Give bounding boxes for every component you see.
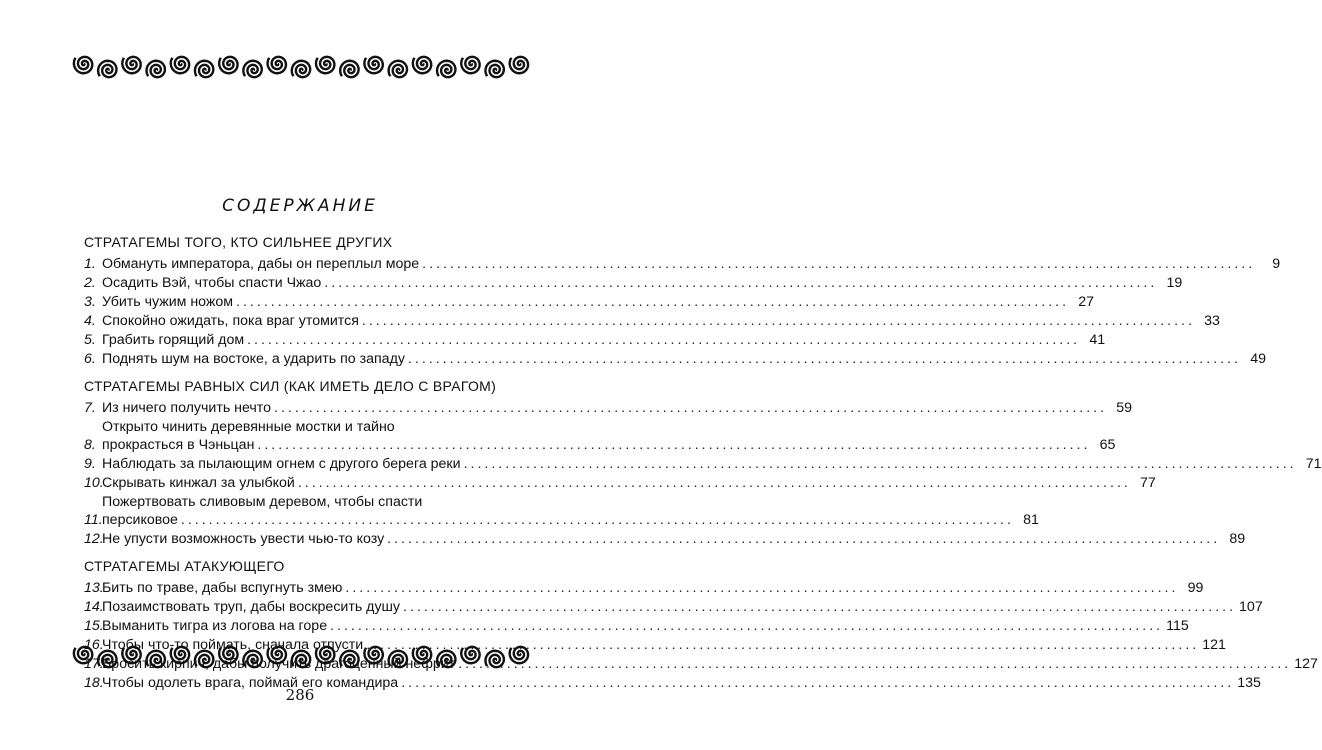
toc-entry[interactable] bbox=[84, 530, 1246, 548]
dot-leader: ........................................................................................................................ bbox=[463, 456, 1297, 472]
dot-leader: ........................................................................................................................ bbox=[458, 656, 1292, 672]
dot-leader: ........................................................................................................................ bbox=[361, 313, 1195, 329]
entry-title-line: Из ничего получить нечто bbox=[102, 400, 272, 416]
dot-leader: ........................................................................................................................ bbox=[422, 256, 1256, 272]
spiral-ornament bbox=[364, 647, 382, 663]
dot-leader: ........................................................................................................................ bbox=[236, 294, 1070, 310]
entry-title-line: Открыто чинить деревянные мостки и тайно bbox=[102, 419, 395, 435]
entry-title-line: прокрасться в Чэньцан bbox=[102, 437, 255, 453]
entry-number: 5. bbox=[84, 332, 96, 348]
entry-number: 4. bbox=[84, 313, 96, 329]
top-spiral-border bbox=[72, 48, 532, 86]
spiral-ornament bbox=[485, 61, 503, 77]
dot-leader: ........................................................................................................................ bbox=[401, 675, 1235, 691]
spiral-ornament bbox=[171, 647, 189, 663]
toc-entry[interactable] bbox=[84, 255, 1281, 273]
dot-leader: ........................................................................................................................ bbox=[345, 580, 1179, 596]
entry-number: 13. bbox=[84, 580, 104, 596]
entry-page-number: 115 bbox=[1166, 618, 1189, 634]
entry-number: 7. bbox=[84, 400, 96, 416]
section-heading: СТРАТАГЕМЫ ТОГО, КТО СИЛЬНЕЕ ДРУГИХ bbox=[84, 234, 393, 250]
spiral-ornament bbox=[316, 647, 334, 663]
spiral-ornament bbox=[219, 647, 237, 663]
entry-page-number: 135 bbox=[1237, 675, 1261, 691]
entry-page-number: 9 bbox=[1272, 256, 1281, 272]
entry-number: 9. bbox=[84, 456, 96, 472]
spiral-ornament bbox=[340, 651, 358, 667]
toc-section bbox=[84, 378, 1322, 548]
spiral-ornament bbox=[146, 651, 164, 667]
contents-title: СОДЕРЖАНИЕ bbox=[222, 196, 378, 216]
entry-page-number: 121 bbox=[1202, 637, 1226, 653]
entry-page-number: 127 bbox=[1294, 656, 1318, 672]
toc-entry[interactable] bbox=[84, 399, 1133, 417]
toc-entry[interactable] bbox=[84, 274, 1183, 292]
dot-leader: ........................................................................................................................ bbox=[180, 512, 1014, 528]
toc-entry[interactable] bbox=[84, 418, 1116, 454]
spiral-ornament bbox=[437, 651, 455, 667]
spiral-ornament bbox=[219, 57, 237, 73]
spiral-ornament bbox=[389, 651, 407, 667]
entry-title-line: Обмануть императора, дабы он переплыл море bbox=[102, 256, 420, 272]
dot-leader: ........................................................................................................................ bbox=[247, 332, 1081, 348]
spiral-ornament bbox=[510, 57, 528, 73]
dot-leader: ........................................................................................................................ bbox=[297, 475, 1131, 491]
entry-title-line: Грабить горящий дом bbox=[102, 332, 245, 348]
entry-title-line: Не упусти возможность увести чью-то козу bbox=[102, 531, 385, 547]
dot-leader: ........................................................................................................................ bbox=[330, 618, 1164, 634]
toc-entry[interactable] bbox=[84, 579, 1204, 597]
dot-leader: ........................................................................................................................ bbox=[274, 400, 1108, 416]
dot-leader: ........................................................................................................................ bbox=[257, 437, 1091, 453]
entry-number: 18. bbox=[84, 675, 104, 691]
toc-section bbox=[84, 234, 1281, 368]
toc-entry[interactable] bbox=[84, 455, 1322, 473]
dot-leader: ........................................................................................................................ bbox=[324, 275, 1158, 291]
toc-entry[interactable] bbox=[84, 312, 1220, 330]
spiral-ornament bbox=[485, 651, 503, 667]
spiral-ornament bbox=[74, 647, 92, 663]
entry-page-number: 71 bbox=[1305, 456, 1322, 472]
entry-number: 16. bbox=[84, 637, 104, 653]
entry-title-line: Наблюдать за пылающим огнем с другого берега реки bbox=[102, 456, 461, 472]
entry-number: 2. bbox=[84, 275, 96, 291]
entry-page-number: 65 bbox=[1099, 437, 1116, 453]
spiral-ornament bbox=[413, 57, 431, 73]
dot-leader: ........................................................................................................................ bbox=[407, 351, 1241, 367]
entry-page-number: 81 bbox=[1023, 512, 1039, 528]
dot-leader: ........................................................................................................................ bbox=[403, 599, 1237, 615]
spiral-ornament bbox=[98, 61, 116, 77]
spiral-ornament bbox=[316, 57, 334, 73]
entry-number: 12. bbox=[84, 531, 104, 547]
entry-number: 11. bbox=[84, 512, 103, 528]
entry-title-line: Убить чужим ножом bbox=[102, 294, 234, 310]
toc-entry[interactable] bbox=[84, 617, 1189, 635]
spiral-ornament bbox=[268, 57, 286, 73]
spiral-ornament bbox=[146, 61, 164, 77]
entry-title-line: Осадить Вэй, чтобы спасти Чжао bbox=[102, 275, 322, 291]
toc-entry[interactable] bbox=[84, 493, 1039, 529]
entry-page-number: 107 bbox=[1239, 599, 1263, 615]
entry-page-number: 27 bbox=[1078, 294, 1095, 310]
spiral-ornament bbox=[461, 647, 479, 663]
entry-page-number: 49 bbox=[1250, 351, 1266, 367]
entry-number: 6. bbox=[84, 351, 96, 367]
spiral-ornament bbox=[195, 61, 213, 77]
spiral-ornament bbox=[195, 651, 213, 667]
entry-title-line: Чтобы одолеть врага, поймай его командира bbox=[102, 675, 399, 691]
bottom-spiral-border bbox=[72, 638, 532, 676]
entry-page-number: 19 bbox=[1166, 275, 1183, 291]
spiral-ornament bbox=[268, 647, 286, 663]
spiral-ornament bbox=[122, 57, 140, 73]
entry-title-line: Поднять шум на востоке, а ударить по западу bbox=[102, 351, 405, 367]
entry-number: 1. bbox=[84, 256, 96, 272]
entry-number: 17. bbox=[84, 656, 104, 672]
entry-title-line: Чтобы что-то поймать, сначала отпусти bbox=[102, 637, 364, 653]
entry-title-line: Спокойно ожидать, пока враг утомится bbox=[102, 313, 359, 329]
entry-title-line: Выманить тигра из логова на горе bbox=[102, 618, 328, 634]
dot-leader: ........................................................................................................................ bbox=[387, 531, 1221, 547]
entry-page-number: 89 bbox=[1229, 531, 1246, 547]
table-of-contents bbox=[84, 234, 1322, 702]
entry-page-number: 59 bbox=[1116, 400, 1133, 416]
toc-entry[interactable] bbox=[84, 331, 1106, 349]
spiral-ornament bbox=[292, 651, 310, 667]
spiral-ornament bbox=[389, 61, 407, 77]
spiral-ornament bbox=[292, 61, 310, 77]
section-heading: СТРАТАГЕМЫ АТАКУЮЩЕГО bbox=[84, 558, 285, 574]
spiral-ornament bbox=[98, 651, 116, 667]
toc-entry[interactable] bbox=[84, 598, 1263, 616]
toc-entry[interactable] bbox=[84, 293, 1095, 311]
spiral-ornament bbox=[461, 57, 479, 73]
spiral-ornament bbox=[243, 61, 261, 77]
section-heading: СТРАТАГЕМЫ РАВНЫХ СИЛ (КАК ИМЕТЬ ДЕЛО С ВРАГОМ) bbox=[84, 378, 497, 394]
page-number: 286 bbox=[285, 686, 315, 704]
spiral-ornament bbox=[364, 57, 382, 73]
entry-number: 15. bbox=[84, 618, 104, 634]
spiral-ornament bbox=[74, 57, 92, 73]
spiral-ornament bbox=[437, 61, 455, 77]
entry-title-line: персиковое bbox=[102, 512, 178, 528]
spiral-ornament bbox=[340, 61, 358, 77]
entry-title-line: Бросить кирпич, дабы получить драгоценный нефрит bbox=[102, 656, 456, 672]
entry-title-line: Скрывать кинжал за улыбкой bbox=[102, 475, 295, 491]
entry-page-number: 99 bbox=[1187, 580, 1204, 596]
entry-number: 3. bbox=[84, 294, 96, 310]
entry-title-line: Бить по траве, дабы вспугнуть змею bbox=[102, 580, 343, 596]
entry-number: 14. bbox=[84, 599, 104, 615]
spiral-ornament bbox=[510, 647, 528, 663]
entry-page-number: 77 bbox=[1140, 475, 1156, 491]
dot-leader: ........................................................................................................................ bbox=[366, 637, 1200, 653]
entry-number: 8. bbox=[84, 437, 96, 453]
spiral-ornament bbox=[243, 651, 261, 667]
entry-page-number: 33 bbox=[1204, 313, 1220, 329]
spiral-ornament bbox=[413, 647, 431, 663]
spiral-ornament bbox=[122, 647, 140, 663]
entry-title-line: Позаимствовать труп, дабы воскресить душу bbox=[102, 599, 401, 615]
toc-entry[interactable] bbox=[84, 474, 1156, 492]
entry-title-line: Пожертвовать сливовым деревом, чтобы спасти bbox=[102, 494, 423, 510]
toc-entry[interactable] bbox=[84, 350, 1266, 368]
spiral-ornament bbox=[171, 57, 189, 73]
entry-number: 10. bbox=[84, 475, 104, 491]
entry-page-number: 41 bbox=[1089, 332, 1106, 348]
